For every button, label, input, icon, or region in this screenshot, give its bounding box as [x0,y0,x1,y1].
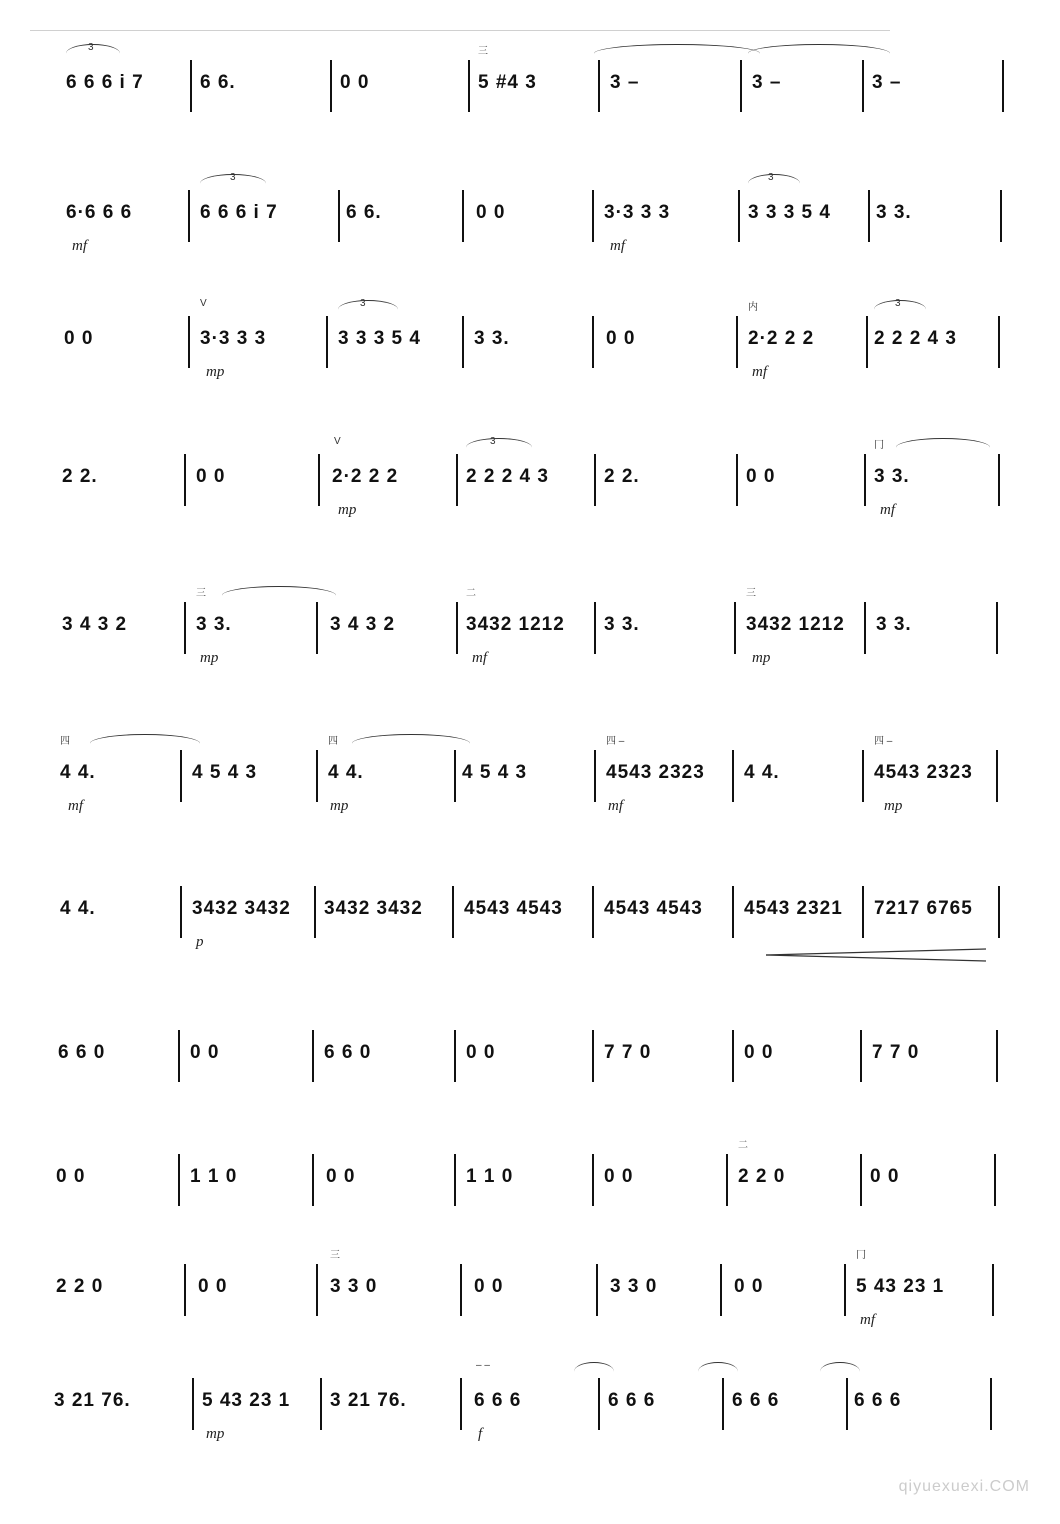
measure-notes: 3 3 0 [330,1276,378,1297]
string-mark: 三 [746,588,756,599]
barline [1002,60,1004,112]
string-mark: 三 [330,1250,340,1261]
measure-notes: 7 7 0 [872,1042,920,1063]
score-row [0,898,1060,1032]
string-mark: 3 [230,172,236,183]
measure-notes: 7 7 0 [604,1042,652,1063]
measure-notes: 4543 2321 [744,898,843,919]
measure-notes: 3 3. [876,202,912,223]
measure-notes: 6 6 6 i 7 [66,72,144,93]
barline [330,60,332,112]
barline [326,316,328,368]
barline [992,1264,994,1316]
measure-notes: 0 0 [606,328,636,349]
string-mark: 3 [768,172,774,183]
score-row [0,588,1060,748]
measure-notes: 6 6 0 [58,1042,106,1063]
barline [312,1154,314,1206]
barline [860,1030,862,1082]
slur [222,586,336,605]
measure-notes: 0 0 [870,1166,900,1187]
slur [896,438,990,457]
barline [598,60,600,112]
measure-notes: 3 4 3 2 [330,614,396,635]
dynamic-mark: mp [752,650,771,666]
measure-notes: 0 0 [196,466,226,487]
measure-notes: 0 0 [604,1166,634,1187]
measure-notes: 4 4. [744,762,780,783]
string-mark: 冂 [874,440,884,451]
measure-notes: 0 0 [340,72,370,93]
measure-notes: 2 2. [604,466,640,487]
barline [1000,190,1002,242]
barline [996,750,998,802]
measure-notes: 0 0 [476,202,506,223]
measure-notes: 7217 6765 [874,898,973,919]
score-row [0,1042,1060,1176]
measure-notes: 3 3 0 [610,1276,658,1297]
string-mark: 3 [360,298,366,309]
barline [314,886,316,938]
measure-notes: 4 4. [60,898,96,919]
slur [748,44,890,63]
measure-notes: 6 6 6 [732,1390,780,1411]
measure-notes: 4543 2323 [874,762,973,783]
string-mark: 四 [328,736,338,747]
measure-notes: 4543 2323 [606,762,705,783]
string-mark: 三 [478,46,488,57]
score-row [0,42,1060,206]
slur [66,44,120,63]
barline [732,750,734,802]
measure-notes: 2 2 2 4 3 [874,328,957,349]
barline [734,602,736,654]
barline [862,886,864,938]
dynamic-mark: mf [472,650,487,666]
measure-notes: 2 2 0 [56,1276,104,1297]
barline [732,1030,734,1082]
barline [184,1264,186,1316]
barline [998,316,1000,368]
measure-notes: 0 0 [56,1166,86,1187]
string-mark: V [334,436,341,447]
barline [592,1154,594,1206]
barline [454,1154,456,1206]
measure-notes: 2·2 2 2 [332,466,399,487]
dynamic-mark: f [478,1426,483,1442]
barline [594,454,596,506]
barline [592,886,594,938]
barline [468,60,470,112]
top-rule [30,30,890,31]
string-mark: 二 [466,588,476,599]
measure-notes: 5 43 23 1 [856,1276,945,1297]
barline [994,1154,996,1206]
measure-notes: 3 – [610,72,640,93]
score-row [0,1360,1060,1524]
measure-notes: 4543 4543 [464,898,563,919]
slur [574,1362,614,1381]
barline [184,602,186,654]
string-mark: 四 [60,736,70,747]
barline [720,1264,722,1316]
measure-notes: 0 0 [466,1042,496,1063]
measure-notes: 6 6. [200,72,236,93]
string-mark: 四 – [874,736,893,747]
string-mark: 四 – [606,736,625,747]
measure-notes: 4543 4543 [604,898,703,919]
barline [862,60,864,112]
measure-notes: 0 0 [190,1042,220,1063]
measure-notes: 3 21 76. [330,1390,407,1411]
barline [456,602,458,654]
barline [596,1264,598,1316]
barline [188,316,190,368]
measure-notes: 3 3. [874,466,910,487]
dynamic-mark: p [196,934,204,950]
measure-notes: 0 0 [746,466,776,487]
dynamic-mark: mf [880,502,895,518]
measure-notes: 6 6 6 [474,1390,522,1411]
barline [316,750,318,802]
barline [996,602,998,654]
barline [452,886,454,938]
slur [90,734,200,753]
dynamic-mark: mp [330,798,349,814]
measure-notes: 3 3. [474,328,510,349]
barline [316,1264,318,1316]
barline [592,190,594,242]
dynamic-mark: mf [608,798,623,814]
barline [862,750,864,802]
slur [466,438,532,457]
measure-notes: 6·6 6 6 [66,202,133,223]
measure-notes: 3 21 76. [54,1390,131,1411]
string-mark: 3 [490,436,496,447]
barline [598,1378,600,1430]
measure-notes: 1 1 0 [190,1166,238,1187]
barline [740,60,742,112]
measure-notes: 3432 3432 [324,898,423,919]
measure-notes: 6 6. [346,202,382,223]
barline [866,316,868,368]
measure-notes: 3 3 3 5 4 [748,202,831,223]
barline [320,1378,322,1430]
string-mark: – – [476,1360,490,1371]
dynamic-mark: mf [72,238,87,254]
barline [454,750,456,802]
string-mark: 三 [196,588,206,599]
measure-notes: 0 0 [734,1276,764,1297]
measure-notes: 0 0 [744,1042,774,1063]
measure-notes: 4 4. [328,762,364,783]
barline [454,1030,456,1082]
measure-notes: 4 5 4 3 [462,762,528,783]
string-mark: V [200,298,207,309]
barline [316,602,318,654]
dynamic-mark: mp [884,798,903,814]
barline [846,1378,848,1430]
measure-notes: 3 – [752,72,782,93]
string-mark: 冂 [856,1250,866,1261]
barline [460,1264,462,1316]
dynamic-mark: mp [338,502,357,518]
watermark: qiyuexuexi.COM [898,1478,1030,1495]
string-mark: 3 [88,42,94,53]
measure-notes: 3·3 3 3 [604,202,671,223]
measure-notes: 0 0 [64,328,94,349]
measure-notes: 3 3. [604,614,640,635]
dynamic-mark: mp [206,1426,225,1442]
barline [998,454,1000,506]
dynamic-mark: mf [610,238,625,254]
dynamic-mark: mf [752,364,767,380]
measure-notes: 5 #4 3 [478,72,537,93]
measure-notes: 6 6 6 i 7 [200,202,278,223]
slur [352,734,470,753]
string-mark: 3 [895,298,901,309]
barline [592,1030,594,1082]
slur [594,44,760,63]
barline [868,190,870,242]
slur [200,174,266,193]
measure-notes: 3 4 3 2 [62,614,128,635]
slur [874,300,926,319]
barline [594,602,596,654]
barline [462,190,464,242]
barline [996,1030,998,1082]
slur [338,300,398,319]
measure-notes: 0 0 [326,1166,356,1187]
slur [820,1362,860,1381]
barline [864,454,866,506]
measure-notes: 3432 1212 [746,614,845,635]
barline [998,886,1000,938]
barline [318,454,320,506]
barline [864,602,866,654]
barline [462,316,464,368]
measure-notes: 0 0 [474,1276,504,1297]
score-row [0,436,1060,600]
barline [732,886,734,938]
measure-notes: 1 1 0 [466,1166,514,1187]
measure-notes: 3432 3432 [192,898,291,919]
barline [844,1264,846,1316]
barline [178,1154,180,1206]
measure-notes: 3 3. [196,614,232,635]
measure-notes: 2·2 2 2 [748,328,815,349]
slur [748,174,800,193]
barline [180,886,182,938]
measure-notes: 2 2 2 4 3 [466,466,549,487]
barline [860,1154,862,1206]
measure-notes: 3·3 3 3 [200,328,267,349]
barline [736,316,738,368]
measure-notes: 4 4. [60,762,96,783]
dynamic-mark: mp [206,364,225,380]
string-mark: 二 [738,1140,748,1151]
barline [338,190,340,242]
crescendo-hairpin [766,948,988,962]
measure-notes: 6 6 0 [324,1042,372,1063]
dynamic-mark: mf [860,1312,875,1328]
barline [460,1378,462,1430]
barline [738,190,740,242]
barline [736,454,738,506]
barline [188,190,190,242]
string-mark: 内 [748,302,758,313]
measure-notes: 2 2 0 [738,1166,786,1187]
barline [190,60,192,112]
measure-notes: 3 3 3 5 4 [338,328,421,349]
measure-notes: 0 0 [198,1276,228,1297]
barline [184,454,186,506]
measure-notes: 2 2. [62,466,98,487]
dynamic-mark: mp [200,650,219,666]
barline [456,454,458,506]
score-row [0,736,1060,896]
measure-notes: 5 43 23 1 [202,1390,291,1411]
barline [990,1378,992,1430]
dynamic-mark: mf [68,798,83,814]
barline [594,750,596,802]
barline [312,1030,314,1082]
measure-notes: 6 6 6 [854,1390,902,1411]
barline [592,316,594,368]
barline [722,1378,724,1430]
measure-notes: 4 5 4 3 [192,762,258,783]
measure-notes: 6 6 6 [608,1390,656,1411]
slur [698,1362,738,1381]
barline [192,1378,194,1430]
measure-notes: 3 – [872,72,902,93]
barline [178,1030,180,1082]
barline [180,750,182,802]
measure-notes: 3 3. [876,614,912,635]
barline [726,1154,728,1206]
measure-notes: 3432 1212 [466,614,565,635]
